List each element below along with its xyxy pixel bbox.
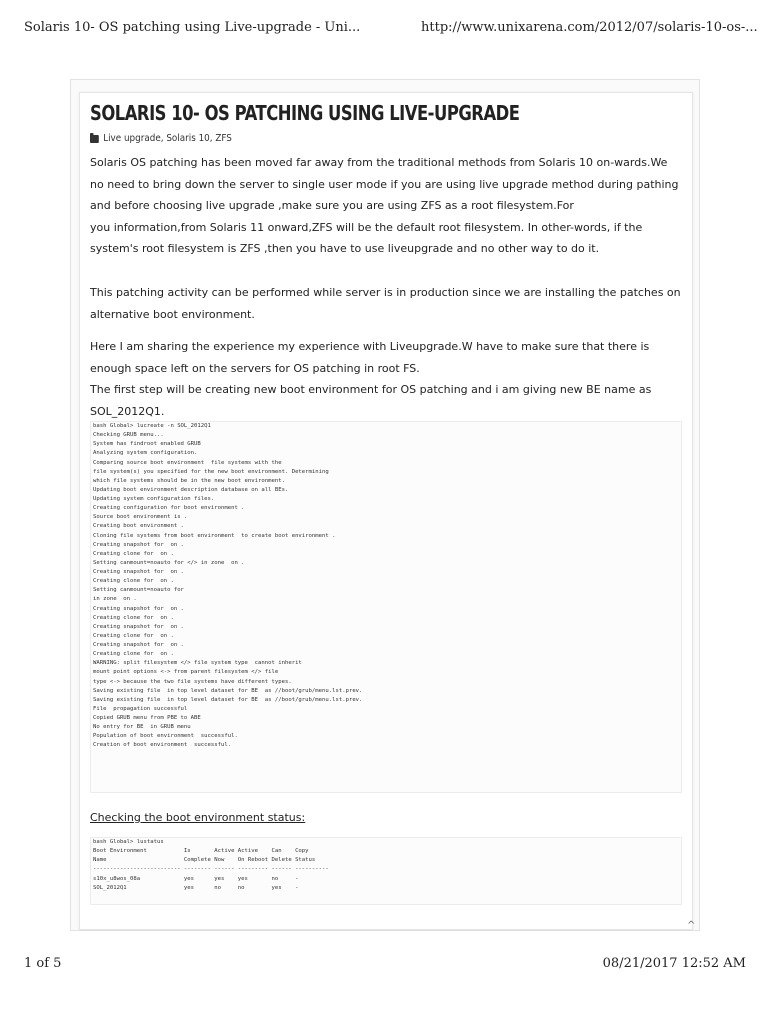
- paragraph: Solaris OS patching has been moved far away from the traditional methods from Solaris 10 on-wards.We no need to bring down the server to single user mode if you are using live upgrade method during pathing and before choosing live upgrade ,make sure you are using ZFS as a root filesystem.For: [90, 156, 679, 212]
- paragraph: Here I am sharing the experience my experience with Liveupgrade.W have to make sure that there is enough space left on the servers for OS patching in root FS.: [90, 340, 650, 375]
- code-line: mount point options <-> from parent filesystem </> file: [93, 669, 279, 676]
- code-line: Creating snapshot for on .: [93, 642, 184, 648]
- code-line: Cloning file systems from boot environment to create boot environment .: [93, 532, 336, 539]
- code-line: Creation of boot environment successful.: [93, 742, 232, 749]
- code-block-lustatus: [90, 837, 682, 905]
- code-line: Setting canmount=noauto for </> in zone on .: [93, 559, 245, 566]
- page-url: http://www.unixarena.com/2012/07/solaris-10-os-...: [421, 20, 758, 35]
- code-line: bash Global> lustatus: [93, 839, 164, 845]
- code-line: Creating clone for on .: [93, 550, 174, 557]
- code-line: Analyzing system configuration.: [93, 450, 198, 457]
- code-line: type <-> because the two file systems have different types.: [93, 678, 292, 685]
- post-categories: [90, 133, 232, 144]
- code-line: Creating snapshot for on .: [93, 569, 184, 575]
- code-line: Name Complete Now On Reboot Delete Status: [93, 857, 316, 864]
- code-line: Updating system configuration files.: [93, 496, 215, 502]
- code-line: WARNING: split filesystem </> file system type cannot inherit: [93, 660, 302, 667]
- paragraph: The first step will be creating new boot environment for OS patching and i am giving new BE name as SOL_2012Q1.: [90, 383, 652, 418]
- code-line: Creating configuration for boot environment .: [93, 505, 245, 512]
- paragraph: you information,from Solaris 11 onward,ZFS will be the default root filesystem. In other-words, if the system's root filesystem is ZFS ,then you have to use liveupgrade and no other way to do it.: [90, 220, 643, 255]
- code-line: Creating clone for on .: [93, 578, 174, 585]
- code-line: Creating snapshot for on .: [93, 541, 184, 548]
- category-separator: ,: [160, 133, 167, 144]
- code-line: -------------------------- -------- ------ --------- ------ ----------: [93, 866, 329, 873]
- code-line: bash Global> lucreate -n SOL_2012Q1: [93, 423, 211, 429]
- post-body-intro: [90, 152, 682, 260]
- section-heading: Checking the boot environment status:: [90, 811, 306, 824]
- code-line: Saving existing file in top level dataset for BE as //boot/grub/menu.lst.prev.: [93, 687, 363, 694]
- category-link-live-upgrade[interactable]: Live upgrade: [103, 133, 161, 144]
- code-line: Setting canmount=noauto for: [93, 587, 184, 594]
- code-line: Updating boot environment description database on all BEs.: [93, 486, 289, 493]
- post-card: [79, 92, 696, 931]
- document-title: Solaris 10- OS patching using Live-upgrade - Uni...: [24, 20, 361, 35]
- page-frame: [70, 79, 700, 931]
- folder-icon: [90, 135, 99, 143]
- post-title: SOLARIS 10- OS PATCHING USING LIVE-UPGRADE: [90, 101, 520, 125]
- code-line: Comparing source boot environment file systems with the: [93, 459, 282, 466]
- code-line: Copied GRUB menu from PBE to ABE: [93, 715, 201, 721]
- code-line: Creating clone for on .: [93, 614, 174, 621]
- code-line: Saving existing file in top level dataset for BE as //boot/grub/menu.lst.prev.: [93, 696, 363, 703]
- code-line: Creating snapshot for on .: [93, 623, 184, 630]
- code-line: Creating snapshot for on .: [93, 605, 184, 612]
- code-line: System has findroot enabled GRUB: [93, 441, 201, 448]
- code-line: which file systems should be in the new boot environment.: [93, 477, 285, 484]
- scroll-to-top-icon[interactable]: ^: [687, 920, 696, 931]
- post-body-production: [90, 282, 682, 325]
- code-lines: [91, 422, 681, 751]
- print-footer: [24, 956, 746, 974]
- code-line: Source boot environment is .: [93, 514, 188, 521]
- code-line: Creating clone for on .: [93, 632, 174, 639]
- code-line: Boot Environment Is Active Active Can Copy: [93, 848, 309, 855]
- code-line: in zone on .: [93, 596, 137, 603]
- code-line: Checking GRUB menu...: [93, 432, 164, 439]
- code-line: s10x_u8wos_08a yes yes yes no -: [93, 875, 299, 882]
- code-line: No entry for BE in GRUB menu: [93, 724, 191, 731]
- code-lines: [91, 838, 681, 893]
- code-line: file system(s) you specified for the new boot environment. Determining: [93, 468, 329, 475]
- post-body-experience: [90, 336, 682, 422]
- paragraph: This patching activity can be performed while server is in production since we are installing the patches on alternative boot environment.: [90, 286, 681, 321]
- code-line: Creating boot environment .: [93, 523, 184, 530]
- code-line: Population of boot environment successful.: [93, 733, 238, 740]
- print-date: 08/21/2017 12:52 AM: [602, 956, 746, 971]
- category-separator: ,: [209, 133, 216, 144]
- page-number: 1 of 5: [24, 956, 62, 971]
- code-line: File propagation successful: [93, 705, 188, 712]
- category-link-zfs[interactable]: ZFS: [215, 133, 232, 144]
- print-header: [24, 20, 758, 42]
- code-line: Creating clone for on .: [93, 651, 174, 658]
- code-line: SOL_2012Q1 yes no no yes -: [93, 884, 299, 891]
- code-block-lucreate: [90, 421, 682, 793]
- category-link-solaris-10[interactable]: Solaris 10: [166, 133, 210, 144]
